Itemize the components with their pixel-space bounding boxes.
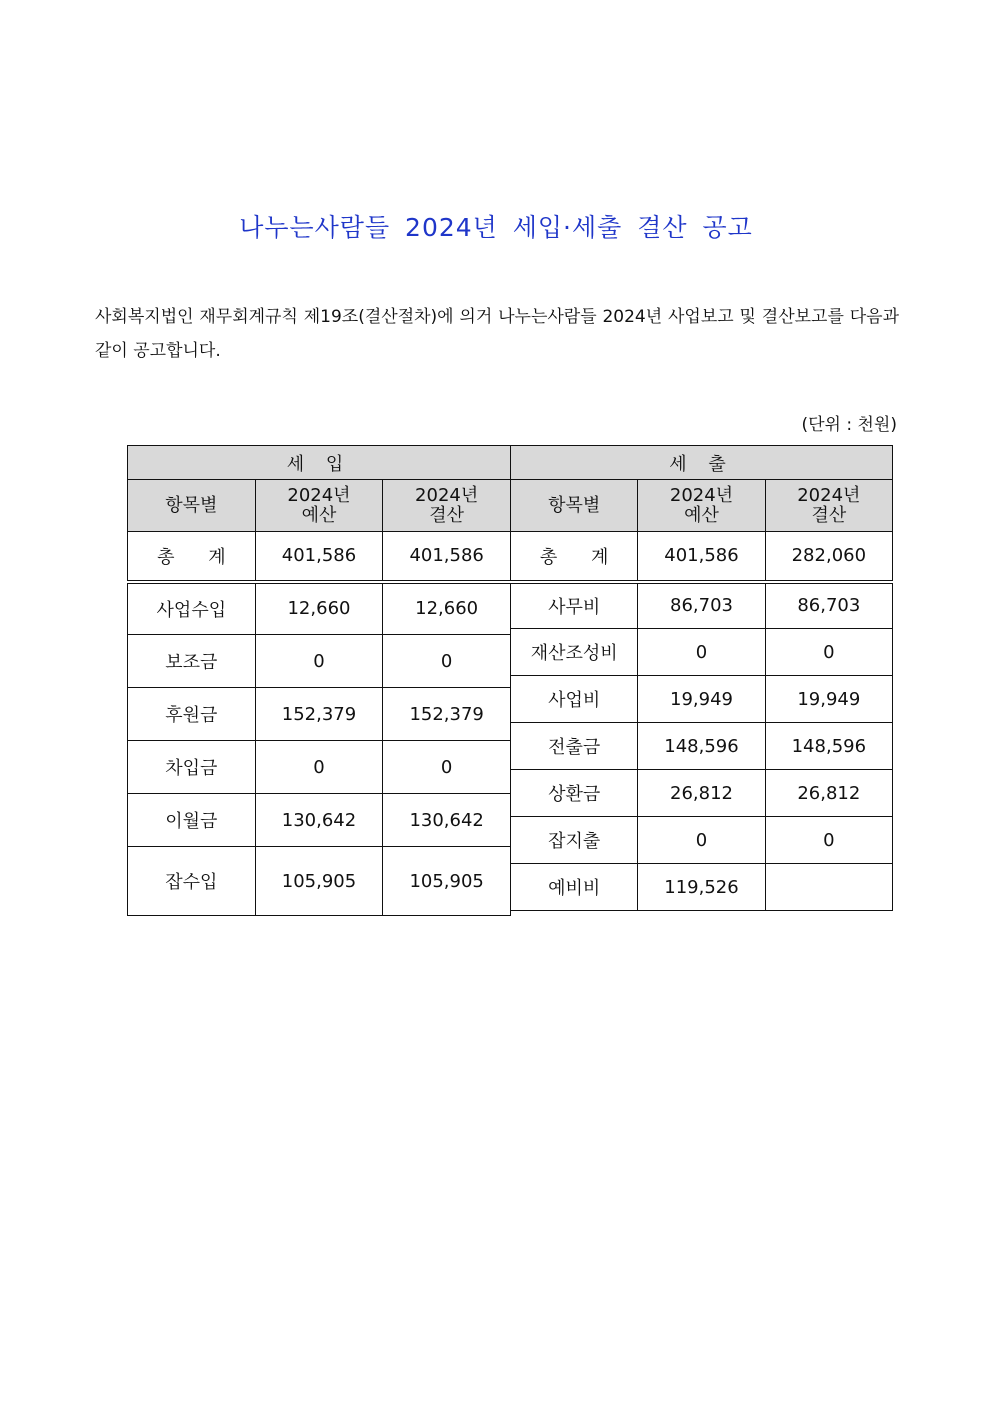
income-row-label: 차입금 (128, 741, 256, 794)
table-row (511, 723, 893, 770)
expense-row-budget: 19,949 (638, 676, 765, 723)
income-row-actual: 105,905 (383, 847, 511, 916)
expense-row-actual: 0 (765, 629, 892, 676)
table-row (511, 864, 893, 911)
expense-row-label: 전출금 (511, 723, 638, 770)
table-row (128, 847, 511, 916)
table-row (511, 817, 893, 864)
expense-row-label: 재산조성비 (511, 629, 638, 676)
expense-row-actual: 26,812 (765, 770, 892, 817)
income-row-actual: 12,660 (383, 582, 511, 635)
income-row-actual: 0 (383, 635, 511, 688)
income-row-actual: 0 (383, 741, 511, 794)
expense-row-label: 상환금 (511, 770, 638, 817)
expense-item-header: 항목별 (511, 480, 638, 532)
income-row-actual: 152,379 (383, 688, 511, 741)
income-actual-header: 2024년 결산 (383, 480, 511, 532)
expense-row-budget: 119,526 (638, 864, 765, 911)
expense-row-actual: 86,703 (765, 582, 892, 629)
income-row-budget: 12,660 (255, 582, 383, 635)
expense-budget-header: 2024년 예산 (638, 480, 765, 532)
expense-row-label: 예비비 (511, 864, 638, 911)
income-item-header: 항목별 (128, 480, 256, 532)
expense-actual-header: 2024년 결산 (765, 480, 892, 532)
income-row-label: 이월금 (128, 794, 256, 847)
income-row-budget: 105,905 (255, 847, 383, 916)
income-total-label: 총 계 (128, 532, 256, 582)
table-row (511, 582, 893, 629)
expense-group-header: 세 출 (511, 446, 893, 480)
expense-row-budget: 148,596 (638, 723, 765, 770)
table-row (128, 794, 511, 847)
expense-row-label: 잡지출 (511, 817, 638, 864)
table-row (128, 741, 511, 794)
expense-row-budget: 0 (638, 817, 765, 864)
income-table (127, 445, 511, 916)
income-row-actual: 130,642 (383, 794, 511, 847)
income-row-label: 사업수입 (128, 582, 256, 635)
expense-total-actual: 282,060 (765, 532, 892, 582)
table-row (511, 629, 893, 676)
expense-row-actual: 19,949 (765, 676, 892, 723)
expense-total-label: 총 계 (511, 532, 638, 582)
income-row-budget: 152,379 (255, 688, 383, 741)
unit-note: (단위 : 천원) (801, 415, 897, 435)
expense-row-budget: 0 (638, 629, 765, 676)
page-title: 나누는사람들 2024년 세입·세출 결산 공고 (239, 213, 753, 242)
income-row-label: 보조금 (128, 635, 256, 688)
table-row (128, 582, 511, 635)
table-row (511, 770, 893, 817)
table-row (128, 688, 511, 741)
intro-paragraph: 사회복지법인 재무회계규칙 제19조(결산절차)에 의거 나누는사람들 2024년 사업보고 및 결산보고를 다음과 같이 공고합니다. (95, 307, 899, 361)
income-row-budget: 0 (255, 635, 383, 688)
expense-row-label: 사무비 (511, 582, 638, 629)
expense-row-budget: 26,812 (638, 770, 765, 817)
expense-table (510, 445, 893, 911)
expense-row-actual (765, 864, 892, 911)
income-row-label: 후원금 (128, 688, 256, 741)
table-row (511, 676, 893, 723)
table-row (128, 635, 511, 688)
expense-row-actual: 148,596 (765, 723, 892, 770)
income-row-budget: 130,642 (255, 794, 383, 847)
income-budget-header: 2024년 예산 (255, 480, 383, 532)
income-group-header: 세 입 (128, 446, 511, 480)
income-row-label: 잡수입 (128, 847, 256, 916)
expense-row-actual: 0 (765, 817, 892, 864)
income-row-budget: 0 (255, 741, 383, 794)
expense-row-budget: 86,703 (638, 582, 765, 629)
expense-total-budget: 401,586 (638, 532, 765, 582)
expense-row-label: 사업비 (511, 676, 638, 723)
income-total-actual: 401,586 (383, 532, 511, 582)
income-total-budget: 401,586 (255, 532, 383, 582)
